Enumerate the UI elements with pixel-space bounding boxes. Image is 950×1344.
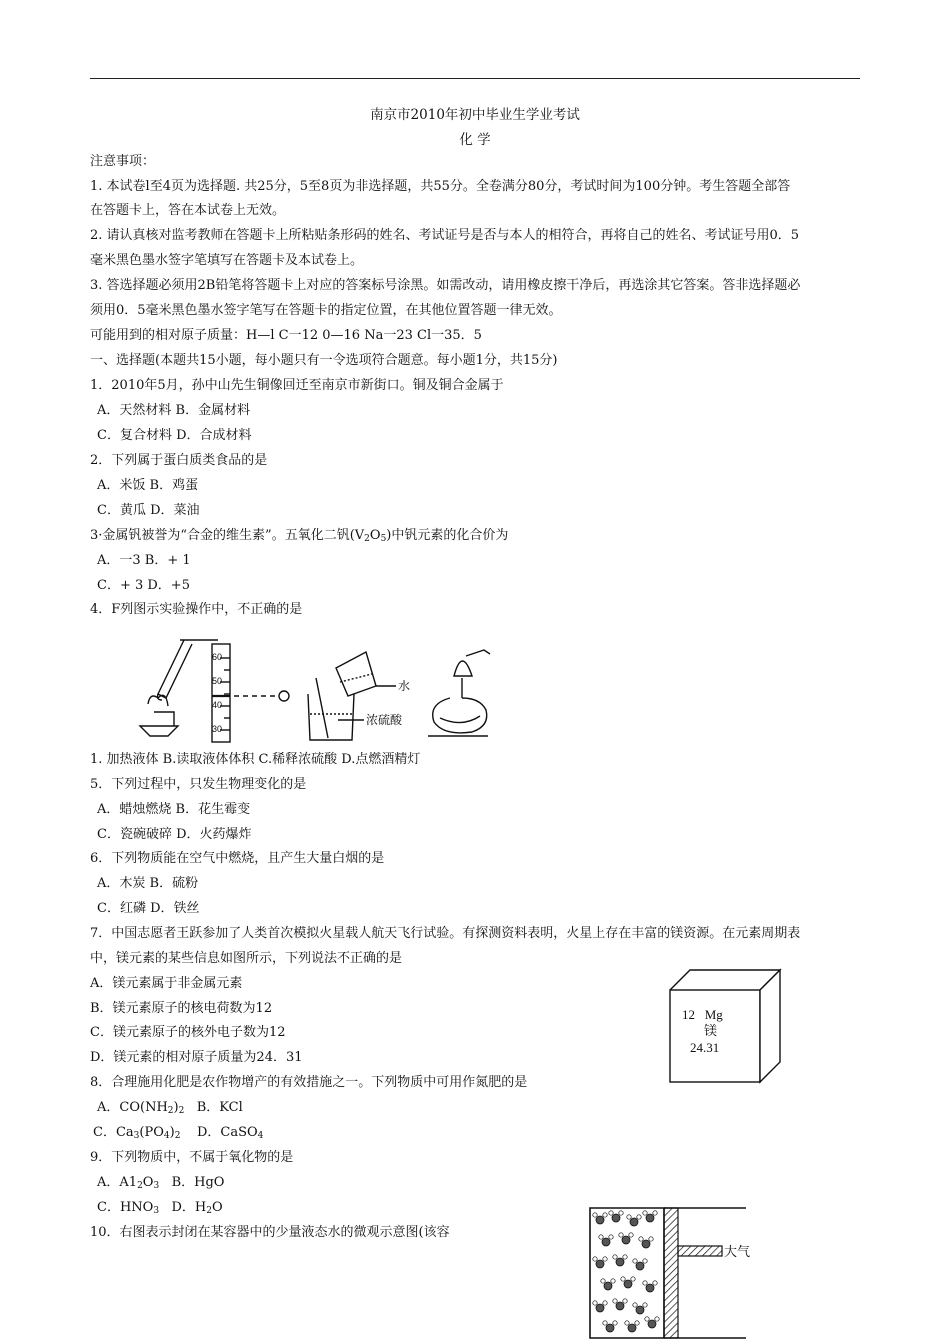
q4-lab-figure [128,632,508,744]
q7-option-b: B．镁元素原子的核电荷数为12 [90,1001,273,1016]
magnesium-element-box [668,968,788,1086]
q8-stem: 8．合理施用化肥是农作物增产的有效措施之一。下列物质中可用作氮肥的是 [90,1075,528,1090]
mg-number-symbol: 12 Mg [682,1007,723,1022]
note-1a: 1. 本试卷l至4页为选择题. 共25分，5至8页为非选择题，共55分。全卷满分80分，考试时间为100分钟。考生答题全部答 [90,179,791,194]
flame-d [454,661,472,676]
container [590,1208,664,1338]
section-1-heading: 一、选择题(本题共15小题，每小题只有一令选项符合题意。每小题1分，共15分) [90,353,558,368]
tick-50: 50 [212,676,223,686]
tick-40: 40 [212,700,223,710]
q7-option-d: D．镁元素的相对原子质量为24．31 [90,1050,303,1065]
tick-60: 60 [212,652,223,662]
q2-options-ab: A．米饭 B．鸡蛋 [97,478,199,493]
q10-stem: 10．右图表示封闭在某容器中的少量液态水的微观示意图(该容 [90,1225,450,1240]
q1-options-ab: A．天然材料 B．金属材料 [97,403,251,418]
q7-stem-a: 7．中国志愿者王跃参加了人类首次模拟火星载人航天飞行试验。有探测资料表明，火星上存在丰富的镁资源。在元素周期表 [90,926,801,941]
q10-container-figure [586,1202,766,1342]
note-2a: 2. 请认真核对监考教师在答题卡上所粘贴条形码的姓名、考试证号是否与本人的相符合，再将自己的姓名、考试证号用0．5 [90,228,800,243]
q8-options-cd: C．$Ca_3(PO_4)_2$ D．CaSO$_4$ [93,1125,264,1141]
q8-options-ab: A．$CO(NH_2)_2$ B．KCl [97,1100,243,1116]
q3-options-ab: A．一3 B．+ 1 [97,553,191,568]
note-3a: 3. 答选择题必须用2B铅笔将答题卡上对应的答案标号涂黑。如需改动，请用橡皮擦干净后，再选涂其它答案。答非选择题必 [90,278,801,293]
note-1b: 在答题卡上，答在本试卷上无效。 [90,203,286,218]
glass-rod [316,678,328,738]
q9-options-ab: A．$A1_2O_3$ B．HgO [97,1175,225,1191]
atomic-masses: 可能用到的相对原子质量：H—l C一12 0—16 Na一23 Cl一35．5 [90,328,482,343]
water-molecules [593,1211,659,1332]
q7-stem-b: 中，镁元素的某些信息如图所示，下列说法不正确的是 [90,951,403,966]
q5-options-ab: A．蜡烛燃烧 B．花生霉变 [97,802,251,817]
q1-stem: 1．2010年5月，孙中山先生铜像回迁至南京市新街口。铜及铜合金属于 [90,378,504,393]
q5-stem: 5．下列过程中，只发生物理变化的是 [90,777,307,792]
header-rule [90,78,860,79]
q4-options: 1. 加热液体 B.读取液体体积 C.稀释浓硫酸 D.点燃酒精灯 [90,752,421,767]
notes-heading: 注意事项： [90,154,156,169]
q6-options-ab: A．木炭 B．硫粉 [97,876,199,891]
mg-mass: 24.31 [690,1040,720,1055]
q6-stem: 6．下列物质能在空气中燃烧，且产生大量白烟的是 [90,851,385,866]
note-2b: 毫米黑色墨水签字笔填写在答题卡及本试卷上。 [90,253,364,268]
q3-stem: 3·金属钒被誉为“合金的维生素”。五氧化二钒$(V_2O_5)$中钒元素的化合价为 [90,528,509,544]
q5-options-cd: C．瓷碗破碎 D．火药爆炸 [97,827,252,842]
lamp-base-a [140,726,178,736]
q7-option-a: A．镁元素属于非金属元素 [90,976,243,991]
exam-title: 南京市2010年初中毕业生学业考试 [370,107,580,123]
match-stick [466,650,490,656]
piston [664,1208,722,1338]
eye-icon [279,691,289,701]
q2-stem: 2．下列属于蛋白质类食品的是 [90,453,268,468]
q3-options-cd: C．+ 3 D．+5 [97,578,190,593]
label-water: 水 [398,679,411,693]
alcohol-lamp [433,698,487,733]
q4-stem: 4．F列图示实验操作中，不正确的是 [90,602,303,617]
test-tube [158,640,192,698]
note-3b: 须用0．5毫米黑色墨水签字笔写在答题卡的指定位置，在其他位置答题一律无效。 [90,303,562,318]
q6-options-cd: C．红磷 D．铁丝 [97,901,200,916]
q2-options-cd: C．黄瓜 D．菜油 [97,503,200,518]
q1-options-cd: C．复合材料 D．合成材料 [97,428,252,443]
q9-stem: 9．下列物质中，不属于氧化物的是 [90,1150,294,1165]
exam-subject: 化 学 [459,132,491,148]
mg-name: 镁 [704,1023,718,1038]
tick-30: 30 [212,724,223,734]
beaker-c [308,694,354,740]
q9-options-cd: C．$HNO_3$ D．$H_2O$ [97,1200,223,1216]
label-acid: 浓硫酸 [366,713,403,727]
label-atmosphere: 大气 [724,1245,751,1260]
q7-option-c: C．镁元素原子的核外电子数为12 [90,1025,286,1040]
pouring-beaker [336,652,376,696]
